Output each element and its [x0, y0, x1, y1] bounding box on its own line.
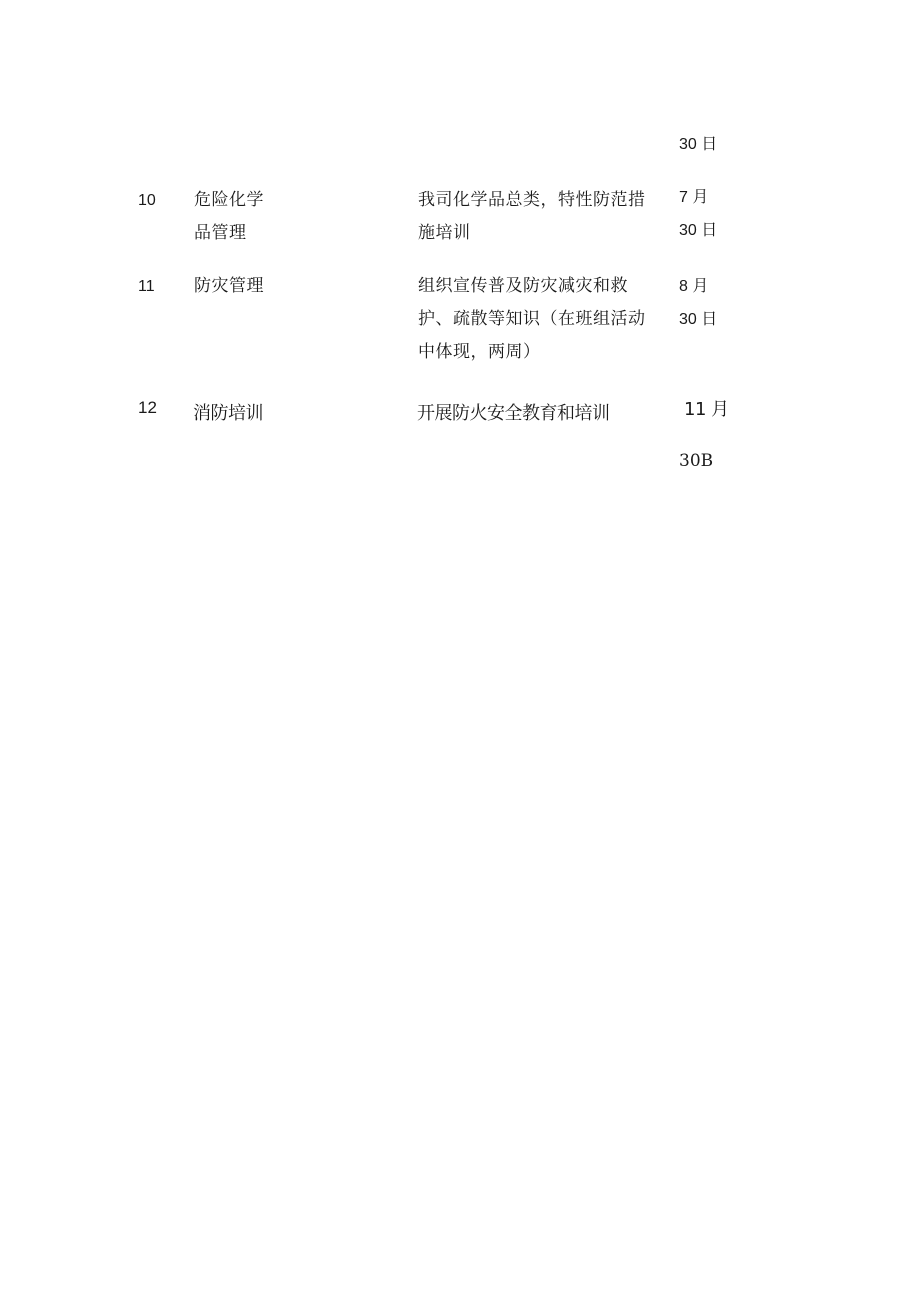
- item-line: 消防培训: [193, 403, 263, 424]
- date-month-text: 11 月: [684, 399, 729, 420]
- date-day-text: 30 日: [679, 222, 718, 239]
- content-line: 中体现，两周）: [418, 342, 541, 362]
- date-month-text: 8 月: [679, 278, 709, 295]
- item-line: 品管理: [194, 223, 247, 243]
- content-line: 组织宣传普及防灾减灾和救: [418, 276, 628, 296]
- row-number: [138, 191, 156, 211]
- content-line: 开展防火安全教育和培训: [417, 403, 610, 424]
- row-content: [418, 184, 646, 250]
- item-line: 防灾管理: [194, 276, 264, 296]
- date-day-text: 30B: [679, 451, 714, 471]
- row-item: [193, 402, 263, 426]
- date-day-text: 30 日: [679, 136, 718, 153]
- row-item: [194, 184, 264, 250]
- row-date-month: [684, 398, 729, 422]
- content-line: 护、疏散等知识（在班组活动: [418, 309, 646, 329]
- date-month-text: 7 月: [679, 189, 709, 206]
- row-content: [417, 402, 610, 426]
- row-number-text: 11: [138, 278, 155, 295]
- row-content: [418, 270, 646, 369]
- row-date: [679, 181, 717, 247]
- row-number: [138, 277, 155, 297]
- row-number: [138, 398, 157, 418]
- row-number-text: 10: [138, 192, 156, 209]
- content-line: 我司化学品总类，特性防范措: [418, 190, 646, 210]
- row-date-day: [679, 450, 713, 472]
- carryover-date-day: [679, 128, 717, 161]
- row-item: [194, 270, 264, 303]
- item-line: 危险化学: [194, 190, 264, 210]
- content-line: 施培训: [418, 223, 471, 243]
- row-date: [679, 270, 717, 336]
- date-day-text: 30 日: [679, 311, 718, 328]
- row-number-text: 12: [138, 398, 157, 417]
